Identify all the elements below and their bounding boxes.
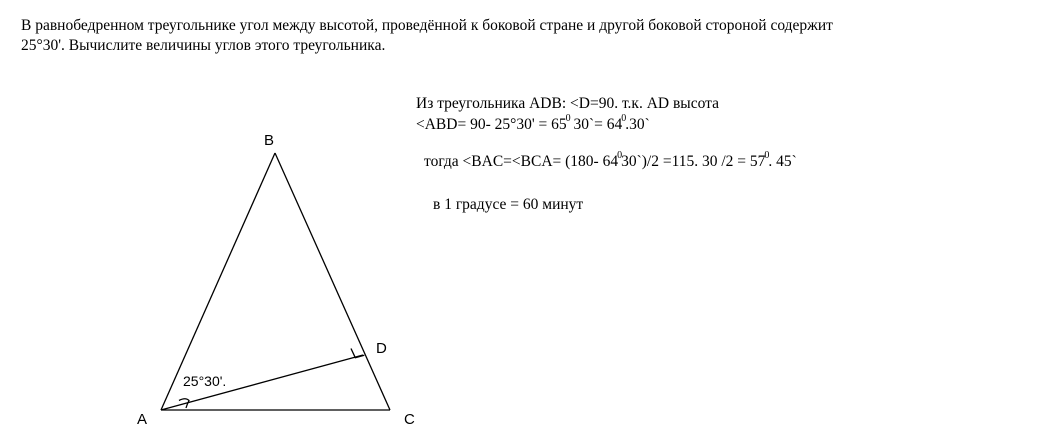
solution-line-2-part-b: 30`= 64 — [569, 116, 623, 133]
degree-superscript: 0 — [764, 150, 770, 161]
solution-line-2-part-a: <ABD= 90- 25°30' = 65 — [416, 116, 567, 133]
solution-line-4: в 1 градусе = 60 минут — [433, 196, 584, 213]
solution-line-3-part-a: тогда <BAC=<BCA= (180- 64 — [424, 153, 619, 170]
solution-line-3-part-c: . 45` — [768, 153, 797, 170]
side-ab — [161, 153, 275, 410]
solution-line-2-part-c: .30` — [625, 116, 650, 133]
degree-superscript: 0 — [617, 150, 623, 161]
solution-line-3-part-b: 30`)/2 =115. 30 /2 = 57 — [621, 153, 766, 170]
side-bc — [275, 153, 390, 410]
vertex-label-a: A — [137, 411, 148, 428]
vertex-label-d: D — [376, 340, 387, 357]
degree-superscript: 0 — [565, 113, 571, 124]
solution-line-1: Из треугольника ADB: <D=90. т.к. AD высота — [416, 95, 719, 112]
problem-line-1: В равнобедренном треугольнике угол между высотой, проведённой к боковой стране и другой боковой стороной содержит — [21, 17, 833, 34]
degree-superscript: 0 — [621, 113, 627, 124]
problem-line-2: 25°30'. Вычислите величины углов этого треугольника. — [21, 37, 386, 54]
vertex-label-b: B — [264, 132, 275, 149]
vertex-label-c: C — [404, 411, 415, 428]
angle-label: 25°30'. — [183, 373, 227, 389]
